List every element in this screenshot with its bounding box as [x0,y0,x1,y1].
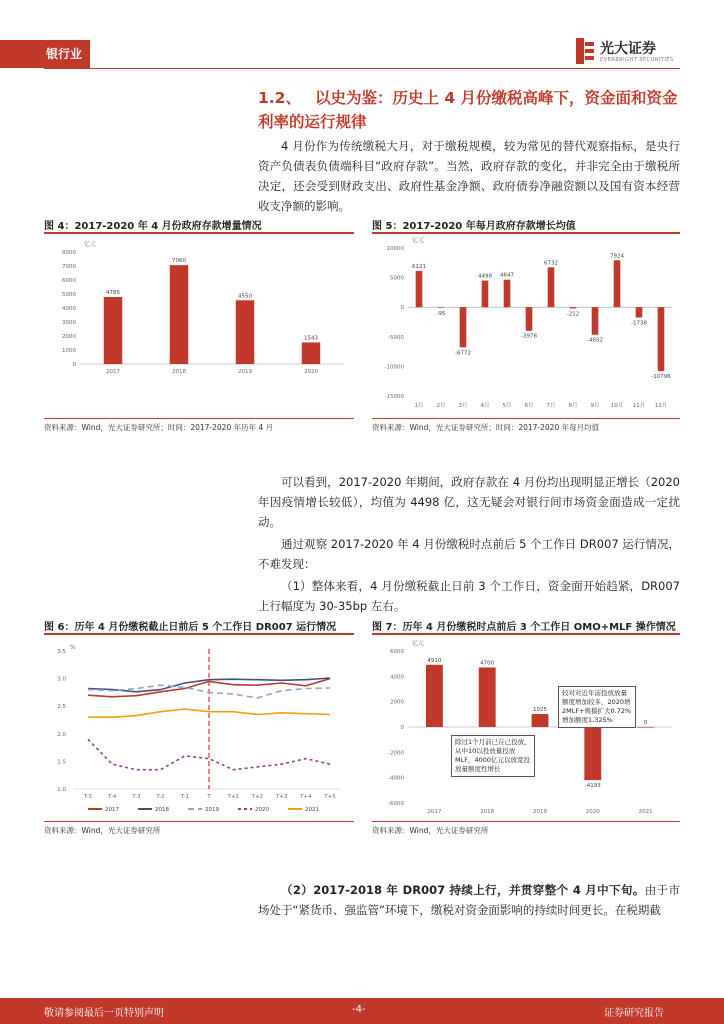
y-tick-label: 7000 [62,264,76,270]
fig5-title: 图 5：2017-2020 年每月政府存款增长均值 [372,221,576,232]
x-tick-label: 2018 [172,369,186,375]
x-tick-label: T [207,794,211,800]
fig6-chart [44,637,354,819]
y-tick-label: 1.0 [57,787,66,793]
fig5-source-rule [372,418,680,419]
x-tick-label: 5月 [502,403,512,409]
fig5-title-rule [372,232,680,234]
fig4-title: 图 4：2017-2020 年 4 月份政府存款增量情况 [44,221,262,232]
paragraph-4: （1）整体来看，4 月份缴税截止日前 3 个工作日，资金面开始趋紧，DR007 上行幅度为 30-35bp 左右。 [258,579,680,613]
data-label: 4647 [500,272,514,279]
y-tick-label: 3000 [62,320,76,326]
fig4-source: 资料来源：Wind，光大证券研究所；时间：2017-2020 年历年 4 月 [44,423,274,432]
unit-label: 亿元 [412,640,425,647]
x-tick-label: 2020 [585,809,600,815]
y-tick-label: 1000 [62,348,76,354]
bar [460,307,467,347]
y-tick-label: 4000 [62,306,76,312]
footer-report-type: 证券研究报告 [604,1008,664,1019]
x-tick-label: 10月 [610,403,624,409]
data-label: -1738 [631,320,647,327]
fig6-source-rule [44,821,354,822]
x-tick-label: 2月 [436,403,446,409]
y-tick-label: 3.0 [57,676,66,683]
x-tick-label: T+1 [227,794,239,800]
y-tick-label: 4000 [390,674,404,681]
legend-label: 2018 [155,807,169,813]
x-tick-label: T+4 [300,794,312,800]
x-tick-label: 2017 [427,809,442,815]
data-label: -4652 [587,337,603,344]
fig4-title-rule [44,232,354,234]
y-tick-label: 0 [400,305,404,312]
brand-logo [576,36,696,68]
y-tick-label: 5000 [390,275,404,282]
fig7-title: 图 7：历年 4 月份缴税时点前后 3 个工作日 OMO+MLF 操作情况 [372,622,676,633]
bar [170,265,188,364]
bar [438,307,445,308]
y-tick-label: 0 [400,725,404,731]
fig7-title-rule [372,633,680,635]
x-tick-label: T-3 [132,794,141,800]
legend-label: 2021 [305,807,319,813]
y-tick-label: 2000 [62,334,76,340]
section-tag: 银行业 [0,40,90,68]
bar [479,667,496,727]
y-tick-label: 2.0 [57,731,66,738]
bar [548,267,555,307]
data-label: -10796 [651,374,671,381]
y-tick-label: 5000 [62,292,76,298]
bar [504,280,511,308]
x-tick-label: T-4 [108,794,117,800]
y-tick-label: 2000 [390,699,404,706]
x-tick-label: 9月 [590,403,600,409]
legend-label: 2017 [105,807,119,813]
data-label: 4498 [478,273,492,280]
data-label: 7924 [610,253,624,260]
y-tick-label: 1.5 [57,759,66,766]
fig4-source-rule [44,418,354,419]
paragraph-3: 通过观察 2017-2020 年 4 月份缴税时点前后 5 个工作日 DR007 运行情况，不难发现： [258,537,680,571]
unit-label: % [70,644,76,651]
x-tick-label: 8月 [568,403,578,409]
x-tick-label: 1月 [414,403,424,409]
y-tick-label: 3.5 [57,649,66,655]
fig7-annotation-right: 较对对近年前投放放量额度增加较多，2020增2MLF+规模扩大0.72%增加额度1,325% [558,686,636,728]
y-tick-label: 6000 [390,649,404,655]
fig5-chart [372,236,680,416]
data-label: -4193 [584,783,601,790]
paragraph-5-lead: （2）2017-2018 年 DR007 持续上行，并贯穿整个 4 月中下旬。 [281,883,645,897]
brand-subtitle: EVERBRIGHT SECURITIES [600,57,674,63]
data-label: 0 [643,720,648,726]
fig6-title: 图 6：历年 4 月份缴税截止日前后 5 个工作日 DR007 运行情况 [44,622,337,633]
bar [104,297,122,364]
bar [570,307,577,308]
y-tick-label: -4000 [388,775,404,782]
y-tick-label: -10000 [384,364,404,371]
data-label: 6732 [544,260,558,267]
y-tick-label: -6000 [388,801,404,807]
bar [658,307,665,371]
legend-label: 2019 [205,807,219,813]
x-tick-label: 2018 [480,809,495,815]
data-label: 4785 [106,290,120,297]
bar [526,307,533,331]
bar [532,714,549,727]
fig6-title-rule [44,633,354,635]
fig7-annotation-left: 除过1个月前已在已投放，从中10以投放量投放MLF，4000亿元以放宽投放量额度性增长 [451,735,535,777]
fig4-chart [44,236,354,416]
bar [584,727,601,780]
bar [482,281,489,308]
brand-logo-icon [576,38,594,64]
data-label: 4910 [427,657,442,664]
legend-label: 2020 [255,807,269,813]
x-tick-label: 3月 [458,403,468,409]
unit-label: 亿元 [84,241,97,248]
section-title [258,86,688,134]
unit-label: 亿元 [412,237,425,244]
fig6-source: 资料来源：Wind，光大证券研究所 [44,826,161,835]
bar [614,260,621,307]
bar [592,307,599,335]
y-tick-label: 10000 [386,246,404,252]
paragraph-2: 可以看到，2017-2020 年期间，政府存款在 4 月份均出现明显正增长（2020 年因疫情增长较低），均值为 4498 亿，这无疑会对银行间市场资金面造成一定扰动。 [258,475,680,529]
data-label: 4550 [238,293,252,300]
data-label: 4700 [480,660,495,667]
x-tick-label: 2021 [638,809,653,815]
data-label: -6772 [455,350,471,357]
x-tick-label: 2020 [304,369,318,375]
x-tick-label: T+5 [324,794,336,800]
y-tick-label: -5000 [388,334,404,341]
x-tick-label: 11月 [632,403,646,409]
x-tick-label: 2019 [533,809,547,815]
paragraph-1: 4 月份作为传统缴税大月，对于缴税规模，较为常见的替代观察指标，是央行资产负债表负债端科目“政府存款”。当然，政府存款的变化，并非完全由于缴税所决定，还会受到财政支出、政府性基金净额、政府债券净融资额以及国有资本经营收支净额的影响。 [258,139,680,213]
paragraph-5-body: 由于市场处于“紧货币、强监管”环境下，缴税对资金面影响的持续时间更长。在税期截 [258,883,680,917]
bar [302,342,320,364]
fig7-chart [372,637,680,819]
y-tick-label: -2000 [388,750,404,757]
bar [636,307,643,317]
x-tick-label: T+3 [275,794,288,800]
data-label: -95 [436,310,446,317]
section-title-text: 以史为鉴：历史上 4 月份缴税高峰下，资金面和资金利率的运行规律 [258,89,678,131]
paragraph-5 [258,880,680,920]
footer [0,998,724,1024]
x-tick-label: 2019 [238,369,252,375]
y-tick-label: 0 [72,362,76,368]
x-tick-label: T-5 [83,794,93,800]
bar [236,300,254,364]
fig7-source: 资料来源：Wind，光大证券研究所 [372,826,489,835]
bar [416,271,423,307]
footer-disclaimer: 敬请参阅最后一页特别声明 [44,1008,164,1019]
bar [426,665,443,727]
header-divider [44,68,680,69]
data-label: 1025 [533,707,547,714]
x-tick-label: T-1 [180,794,189,800]
data-label: 7060 [172,258,186,265]
series-line-2017 [88,679,330,697]
data-label: 6121 [412,263,426,270]
brand-name: 光大证券 [600,41,656,57]
y-tick-label: -15000 [384,394,404,400]
x-tick-label: 12月 [654,403,668,409]
x-tick-label: T-2 [156,794,165,800]
page-number: -4- [352,1004,366,1015]
data-label: -3978 [521,333,537,340]
y-tick-label: 2.5 [57,704,66,711]
bar [637,727,654,728]
data-label: 1543 [304,335,318,342]
y-tick-label: 6000 [62,278,76,284]
section-number: 1.2、 [258,89,301,107]
x-tick-label: 7月 [546,403,556,409]
fig5-source: 资料来源：Wind，光大证券研究所；时间：2017-2020 年每月均值 [372,423,600,432]
data-label: -212 [566,311,580,318]
x-tick-label: 2017 [106,369,120,375]
x-tick-label: 6月 [524,403,534,409]
y-tick-label: 8000 [62,250,76,256]
x-tick-label: 4月 [480,403,490,409]
x-tick-label: T+2 [251,794,264,800]
fig7-source-rule [372,821,680,822]
